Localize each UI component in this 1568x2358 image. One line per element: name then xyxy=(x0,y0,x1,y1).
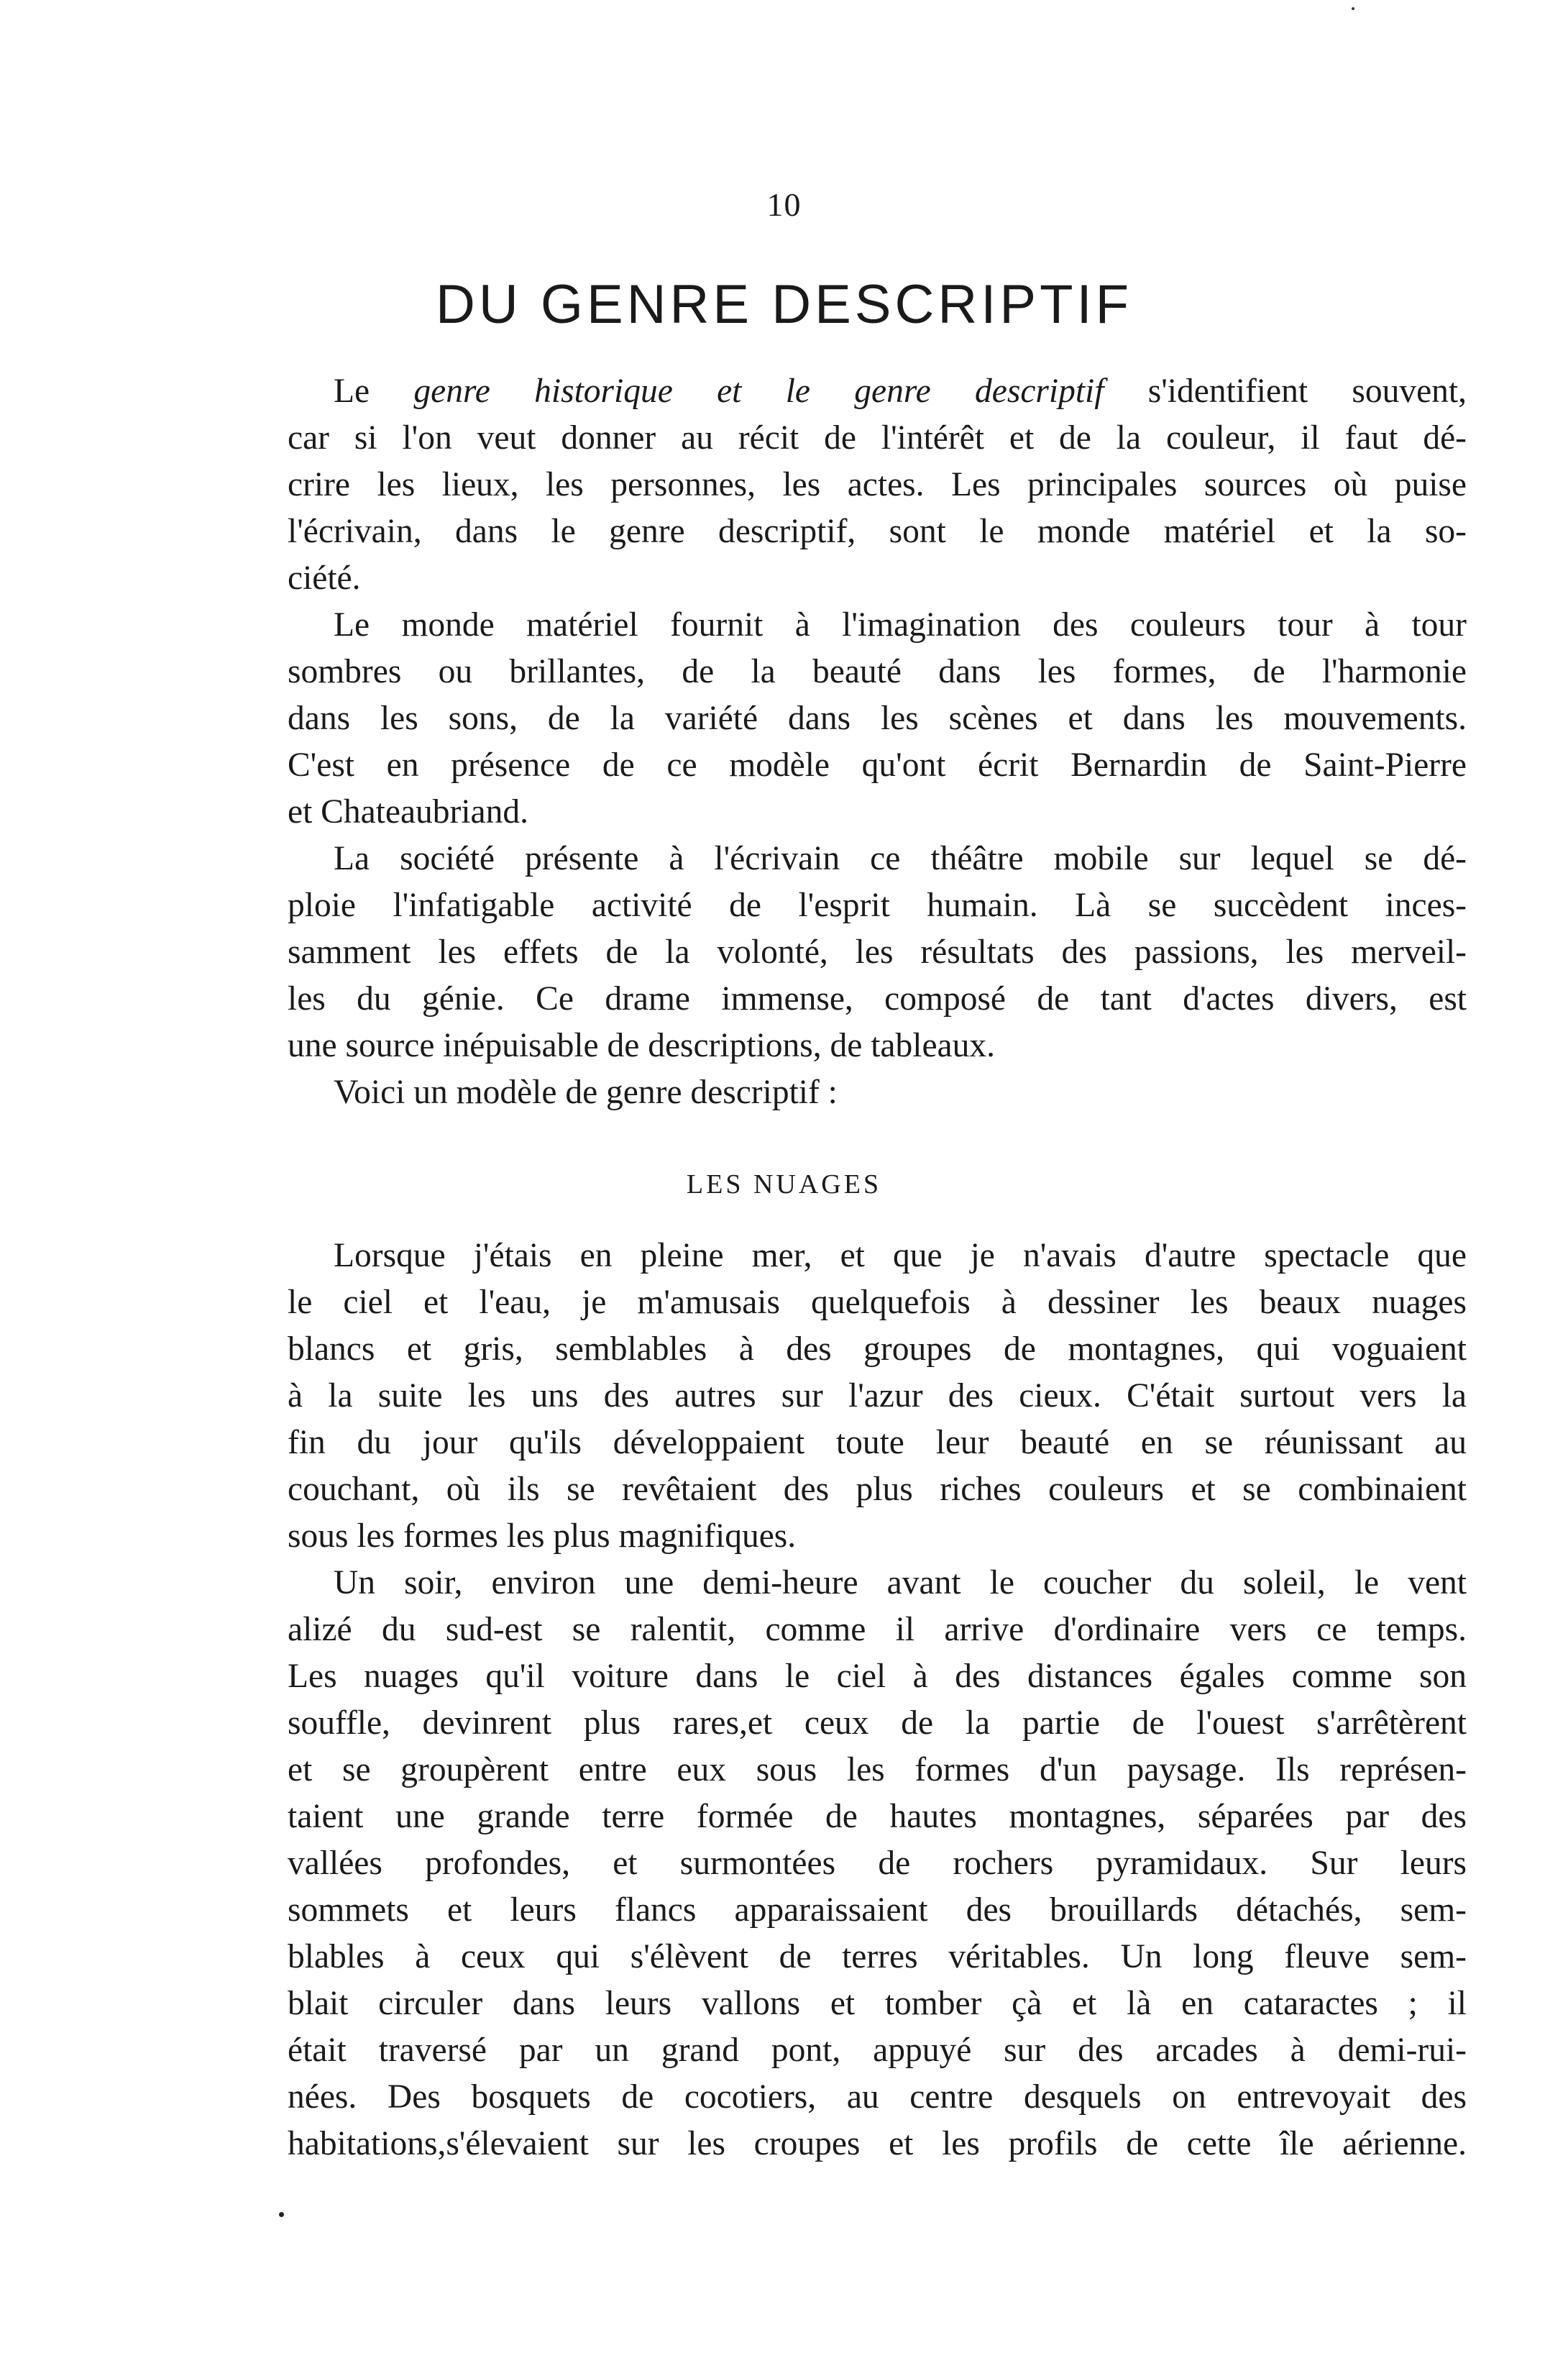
paragraph-line xyxy=(288,368,1467,415)
paragraph-line: une source inépuisable de descriptions, de tableaux. xyxy=(288,1027,995,1064)
page-number: 10 xyxy=(766,186,802,223)
story-section xyxy=(288,1233,1467,2167)
intro-paragraph-3 xyxy=(288,836,1467,1069)
paragraph-line: alizé du sud-est se ralentit, comme il arrive d'ordinaire vers ce temps. xyxy=(288,1611,1467,1648)
paragraph-line: à la suite les uns des autres sur l'azur des cieux. C'était surtout vers la xyxy=(288,1377,1467,1415)
print-speck xyxy=(279,2212,284,2217)
paragraph-line: taient une grande terre formée de hautes montagnes, séparées par des xyxy=(288,1798,1467,1835)
paragraph-line: crire les lieux, les personnes, les actes. Les principales sources où puise xyxy=(288,466,1467,503)
section-subtitle: LES NUAGES xyxy=(686,1169,882,1199)
paragraph-line: La société présente à l'écrivain ce théâtre mobile sur lequel se dé- xyxy=(334,840,1467,877)
paragraph-line: les du génie. Ce drame immense, composé de tant d'actes divers, est xyxy=(288,980,1467,1018)
paragraph-line: blait circuler dans leurs vallons et tomber çà et là en cataractes ; il xyxy=(288,1985,1467,2022)
paragraph-line: Le monde matériel fournit à l'imagination des couleurs tour à tour xyxy=(334,606,1467,644)
story-paragraph-1 xyxy=(288,1233,1467,1560)
paragraph-line: Les nuages qu'il voiture dans le ciel à des distances égales comme son xyxy=(288,1658,1467,1695)
paragraph-line: et se groupèrent entre eux sous les formes d'un paysage. Ils représen- xyxy=(288,1751,1467,1788)
paragraph-line: sommets et leurs flancs apparaissaient des brouillards détachés, sem- xyxy=(288,1891,1467,1929)
intro-paragraph-2 xyxy=(288,602,1467,836)
paragraph-line: Lorsque j'étais en pleine mer, et que je n'avais d'autre spectacle que xyxy=(334,1237,1467,1274)
paragraph-line: souffle, devinrent plus rares,et ceux de la partie de l'ouest s'arrêtèrent xyxy=(288,1704,1467,1742)
paragraph-line: habitations,s'élevaient sur les croupes et les profils de cette île aérienne. xyxy=(288,2125,1467,2162)
paragraph-line: ciété. xyxy=(288,559,361,597)
paragraph-line: car si l'on veut donner au récit de l'intérêt et de la couleur, il faut dé- xyxy=(288,419,1467,457)
paragraph-line: ploie l'infatigable activité de l'esprit humain. Là se succèdent inces- xyxy=(288,887,1467,924)
intro-section xyxy=(288,368,1467,1116)
paragraph-line: l'écrivain, dans le genre descriptif, sont le monde matériel et la so- xyxy=(288,513,1467,550)
chapter-title: DU GENRE DESCRIPTIF xyxy=(435,274,1133,335)
italic-term: genre historique et le genre descriptif xyxy=(413,373,1104,410)
paragraph-line: couchant, où ils se revêtaient des plus riches couleurs et se combinaient xyxy=(288,1471,1467,1508)
paragraph-line: sombres ou brillantes, de la beauté dans les formes, de l'harmonie xyxy=(288,653,1467,690)
paragraph-line: vallées profondes, et surmontées de rochers pyramidaux. Sur leurs xyxy=(288,1845,1467,1882)
paragraph-line: et Chateaubriand. xyxy=(288,793,529,831)
print-speck xyxy=(1352,7,1354,10)
paragraph-line: Un soir, environ une demi-heure avant le coucher du soleil, le vent xyxy=(334,1564,1467,1601)
line-lead: Le xyxy=(334,373,414,410)
paragraph-line: était traversé par un grand pont, appuyé sur des arcades à demi-rui- xyxy=(288,2032,1467,2069)
paragraph-line: fin du jour qu'ils développaient toute leur beauté en se réunissant au xyxy=(288,1424,1467,1461)
paragraph-line: Voici un modèle de genre descriptif : xyxy=(334,1074,838,1111)
paragraph-line: C'est en présence de ce modèle qu'ont écrit Bernardin de Saint-Pierre xyxy=(288,746,1467,784)
line-rest: s'identifient souvent, xyxy=(1104,373,1467,410)
paragraph-line: le ciel et l'eau, je m'amusais quelquefois à dessiner les beaux nuages xyxy=(288,1284,1467,1321)
intro-paragraph-4 xyxy=(288,1069,1467,1116)
paragraph-line: blables à ceux qui s'élèvent de terres véritables. Un long fleuve sem- xyxy=(288,1938,1467,1975)
story-paragraph-2 xyxy=(288,1560,1467,2167)
paragraph-line: blancs et gris, semblables à des groupes de montagnes, qui voguaient xyxy=(288,1330,1467,1368)
paragraph-line: samment les effets de la volonté, les résultats des passions, les merveil- xyxy=(288,933,1467,971)
paragraph-line: dans les sons, de la variété dans les scènes et dans les mouvements. xyxy=(288,700,1467,737)
paragraph-line: nées. Des bosquets de cocotiers, au centre desquels on entrevoyait des xyxy=(288,2078,1467,2116)
paragraph-line: sous les formes les plus magnifiques. xyxy=(288,1517,797,1555)
intro-paragraph-1 xyxy=(288,368,1467,602)
